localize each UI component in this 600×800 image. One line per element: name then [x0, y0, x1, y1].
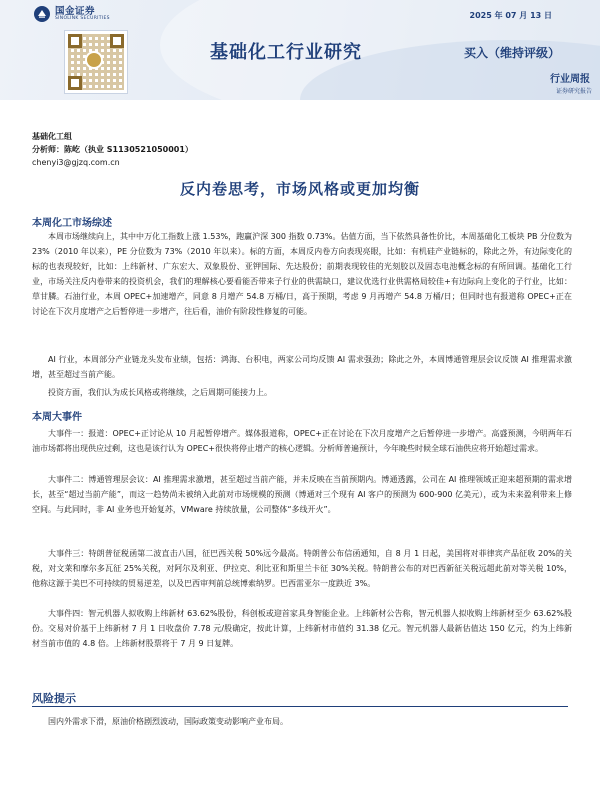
- market-paragraph-1: 本周市场继续向上，其中中万化工指数上涨 1.53%，跑赢沪深 300 指数 0.73%。估值方面，当下依然具备性价比，本周基础化工板块 PB 分位数为 23%（2010 年以来），PE 分位数为 73%（2010 年以来）。标的方面，本周反内卷方向表现亮眼，比如：有机硅产业链标的，除此之外，有边际变化的标的也表现较好，比如：上纬新材、广东宏大、双象股份、亚钾国际、先达股份；前期表现较佳的光刻胶以及固态电池概念标的有所回调。基础化工行业，市场关注反内卷带来的投资机会，我们的理解核心要看能否带来子行业的供需缺口，建议优选行业供需格局较佳+有边际向上变化的子行业，比如：草甘膦。石油行业，本周 OPEC+加速增产，同意 8 月增产 54.8 万桶/日，高于预期，考虑 9 月再增产 54.8 万桶/日；但同时也有报道称 OPEC+正在讨论在下次月度增产之后暂停进一步增产，往后看，油价有阶段性修复的可能。: [32, 232, 572, 316]
- market-heading: 本周化工市场综述: [32, 218, 112, 229]
- report-type: 行业周报: [550, 74, 590, 85]
- qr-code: [64, 30, 128, 94]
- market-paragraph-3: 投资方面，我们认为成长风格或将继续，之后周期可能接力上。: [48, 388, 272, 397]
- logo-cn-text: 国金证券: [55, 5, 96, 17]
- analyst-block: [32, 130, 193, 169]
- risk-divider: [32, 706, 568, 707]
- risk-text: 国内外需求下滑，原油价格剧烈波动，国际政策变动影响产业布局。: [48, 717, 288, 726]
- events-heading: 本周大事件: [32, 412, 82, 423]
- analyst-team: 基础化工组: [32, 132, 72, 141]
- event-4: 大事件四：智元机器人拟收购上纬新材 63.62%股份，科创板或迎首家具身智能企业。上纬新材公告称，智元机器人拟收购上纬新材至少 63.62%股份。交易对价基于上纬新材 7 月 1 日收盘价 7.78 元/股确定，按此计算，上纬新材市值约 31.38 亿元。智元机器人最新估值达 150 亿元，约为上纬新材当前市值的 4.8 倍。上纬新材股票将于 7 月 9 日复牌。: [32, 609, 572, 648]
- event-2: 大事件二：博通管理层会议：AI 推理需求激增，甚至超过当前产能，并未反映在当前预期内。博通透露，公司在 AI 推理领域正迎来超预期的需求增长，甚至“超过当前产能”，而这一趋势尚未被纳入此前对市场规模的预测（博通对三个现有 AI 客户的预测为 600-900 亿美元），或为未来盈利带来上修空间。与此同时，非 AI 业务也开始复苏，VMware 持续放量，公司整体“多线开火”。: [32, 475, 572, 514]
- report-date: 2025 年 07 月 13 日: [469, 11, 552, 20]
- qr-logo-icon: [85, 51, 103, 69]
- page-title: 反内卷思考，市场风格或更加均衡: [179, 180, 420, 198]
- report-subtitle: 证券研究报告: [555, 88, 592, 95]
- logo-en-text: SINOLINK SECURITIES: [55, 16, 110, 21]
- analyst-name: 分析师：陈屹（执业 S1130521050001）: [32, 145, 193, 154]
- company-logo: [34, 6, 110, 22]
- risk-heading: 风险提示: [32, 692, 76, 705]
- rating-badge: 买入（维持评级）: [463, 46, 560, 60]
- analyst-email[interactable]: chenyi3@gjzq.com.cn: [32, 158, 120, 167]
- report-header: [0, 0, 600, 100]
- report-title: 基础化工行业研究: [210, 42, 362, 63]
- event-3: 大事件三：特朗普征税函第二波直击八国，征巴西关税 50%远今最高。特朗普公布信函通知，自 8 月 1 日起，美国将对菲律宾产品征收 20%的关税，对文莱和摩尔多瓦征 25%关税，对阿尔及利亚、伊拉克、利比亚和斯里兰卡征 30%关税。特朗普公布的对巴西新征关税远超此前对等关税 10%，他称这源于美巴不可持续的贸易逆差，以及巴西审判前总统博索纳罗。巴西雷亚尔一度跌近 3%。: [32, 549, 572, 588]
- market-paragraph-2: AI 行业，本周部分产业链龙头发布业绩，包括：鸿海、台积电，两家公司均反馈 AI 需求强劲；除此之外，本周博通管理层会议反馈 AI 推理需求激增，甚至超过当前产能。: [32, 355, 572, 379]
- logo-mark-icon: [34, 6, 50, 22]
- event-1: 大事件一：报道：OPEC+正讨论从 10 月起暂停增产。媒体报道称，OPEC+正在讨论在下次月度增产之后暂停进一步增产。高盛预测，今明两年石油市场都将出现供应过剩，这也是该行认为 OPEC+很快将停止增产的核心逻辑。分析师普遍预计，今年晚些时候全球石油供应将开始超过需求。: [32, 429, 572, 453]
